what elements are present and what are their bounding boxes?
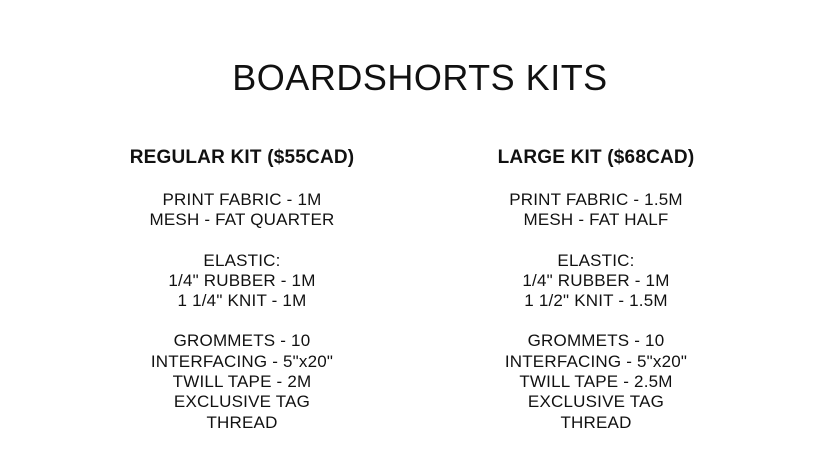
large-kit-heading: LARGE KIT ($68CAD): [497, 147, 695, 168]
regular-kit-heading: REGULAR KIT ($55CAD): [129, 147, 355, 168]
regular-kit-item: EXCLUSIVE TAG: [173, 392, 311, 412]
large-kit-elastic-group: [426, 251, 766, 312]
regular-kit-notions-group: [72, 331, 412, 432]
regular-kit-column: [72, 146, 412, 453]
regular-kit-item: GROMMETS - 10: [173, 331, 311, 351]
large-kit-item: 1/4" RUBBER - 1M: [522, 270, 670, 290]
regular-kit-fabric-group: [72, 190, 412, 231]
regular-kit-item: THREAD: [206, 412, 278, 432]
regular-kit-item: PRINT FABRIC - 1M: [162, 190, 322, 209]
large-kit-item: 1 1/2" KNIT - 1.5M: [524, 291, 668, 311]
large-kit-item: MESH - FAT HALF: [523, 210, 669, 230]
regular-kit-item: 1/4" RUBBER - 1M: [168, 270, 316, 290]
regular-kit-item: TWILL TAPE - 2M: [172, 372, 312, 392]
regular-kit-item: MESH - FAT QUARTER: [149, 210, 335, 230]
large-kit-item: TWILL TAPE - 2.5M: [519, 372, 673, 392]
large-kit-item: ELASTIC:: [557, 250, 635, 270]
large-kit-item: INTERFACING - 5"x20": [504, 351, 688, 371]
page-title: BOARDSHORTS KITS: [232, 57, 608, 98]
regular-kit-elastic-group: [72, 251, 412, 312]
large-kit-item: PRINT FABRIC - 1.5M: [509, 190, 683, 209]
large-kit-item: EXCLUSIVE TAG: [527, 392, 665, 412]
large-kit-item: THREAD: [560, 412, 632, 432]
regular-kit-item: INTERFACING - 5"x20": [150, 351, 334, 371]
large-kit-item: GROMMETS - 10: [527, 331, 665, 351]
regular-kit-item: ELASTIC:: [203, 250, 281, 270]
large-kit-column: [426, 146, 766, 453]
large-kit-notions-group: [426, 331, 766, 432]
large-kit-fabric-group: [426, 190, 766, 231]
regular-kit-item: 1 1/4" KNIT - 1M: [177, 291, 307, 311]
